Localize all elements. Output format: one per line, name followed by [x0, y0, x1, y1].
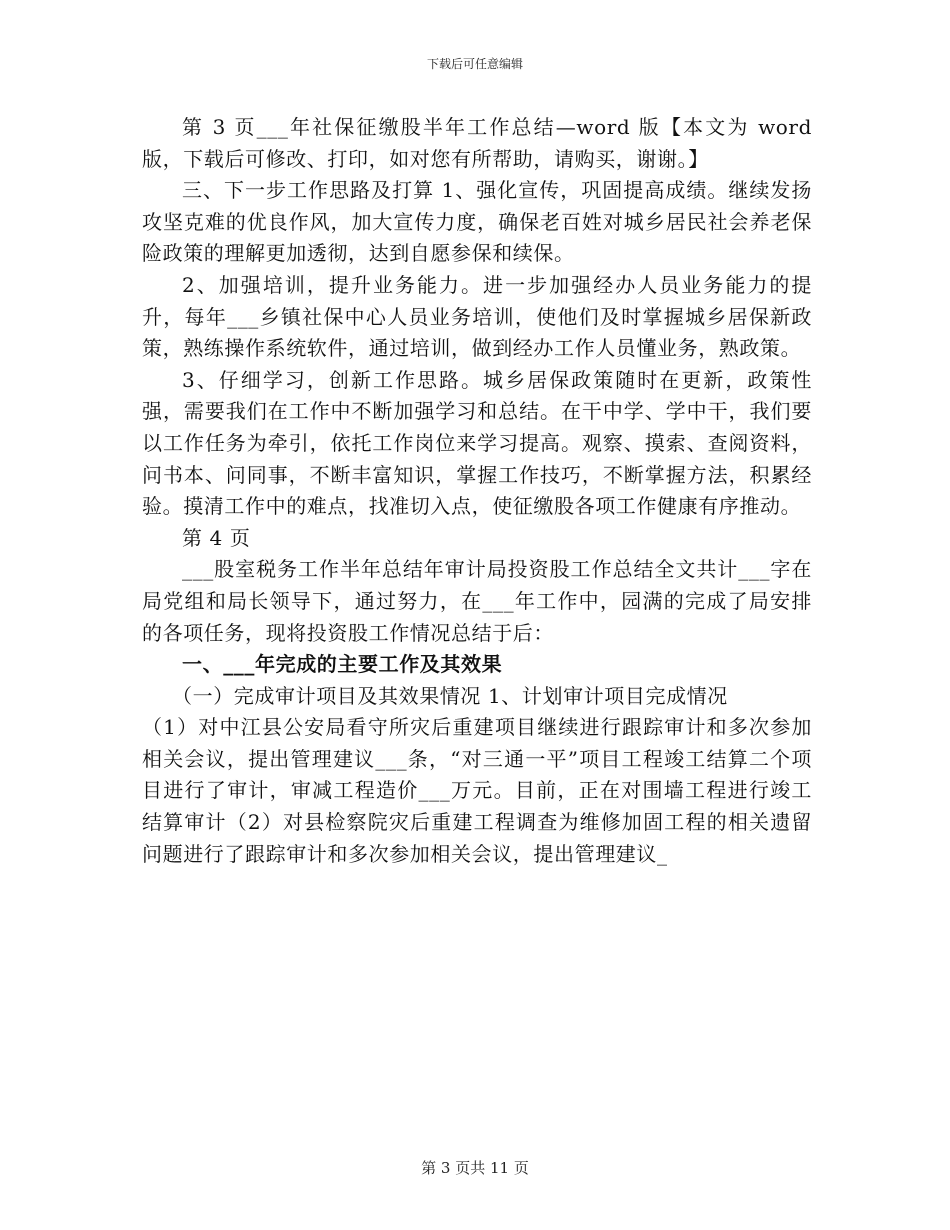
paragraph-page3-title: 第 3 页___年社保征缴股半年工作总结—word 版【本文为 word 版，下载后可修改、打印，如对您有所帮助，请购买，谢谢。】: [142, 115, 812, 171]
document-body: [142, 112, 812, 870]
paragraph-study: 3、仔细学习，创新工作思路。城乡居保政策随时在更新，政策性强，需要我们在工作中不断加强学习和总结。在干中学、学中干，我们要以工作任务为牵引，依托工作岗位来学习提高。观察、摸索、查阅资料，问书本、问同事，不断丰富知识，掌握工作技巧，不断掌握方法，积累经验。摸清工作中的难点，找准切入点，使征缴股各项工作健康有序推动。: [142, 367, 812, 519]
paragraph-intro: ___股室税务工作半年总结年审计局投资股工作总结全文共计___字在局党组和局长领导下，通过努力，在___年工作中，园满的完成了局安排的各项任务，现将投资股工作情况总结于后：: [142, 557, 812, 645]
page-footer: 第 3 页共 11 页: [421, 1159, 529, 1177]
paragraph-audit-items: （1）对中江县公安局看守所灾后重建项目继续进行跟踪审计和多次参加相关会议，提出管理建议___条，“对三通一平”项目工程竣工结算二个项目进行了审计，审减工程造价___万元。目前，正在对围墙工程进行竣工结算审计（2）对县检察院灾后重建工程调查为维修加固工程的相关遗留问题进行了跟踪审计和多次参加相关会议，提出管理建议_: [142, 715, 812, 866]
paragraph-next-steps: 三、下一步工作思路及打算 1、强化宣传，巩固提高成绩。继续发扬攻坚克难的优良作风，加大宣传力度，确保老百姓对城乡居民社会养老保险政策的理解更加透彻，达到自愿参保和续保。: [142, 178, 812, 266]
paragraph-training: 2、加强培训，提升业务能力。进一步加强经办人员业务能力的提升，每年___乡镇社保中心人员业务培训，使他们及时掌握城乡居保新政策，熟练操作系统软件，通过培训，做到经办工作人员懂业务，熟政策。: [142, 272, 812, 361]
section-heading: 一、___年完成的主要工作及其效果: [182, 652, 503, 677]
paragraph-page4-marker: 第 4 页: [182, 525, 251, 550]
subsection-heading: （一）完成审计项目及其效果情况 1、计划审计项目完成情况: [172, 683, 728, 708]
page-header: 下载后可任意编辑: [426, 57, 523, 71]
